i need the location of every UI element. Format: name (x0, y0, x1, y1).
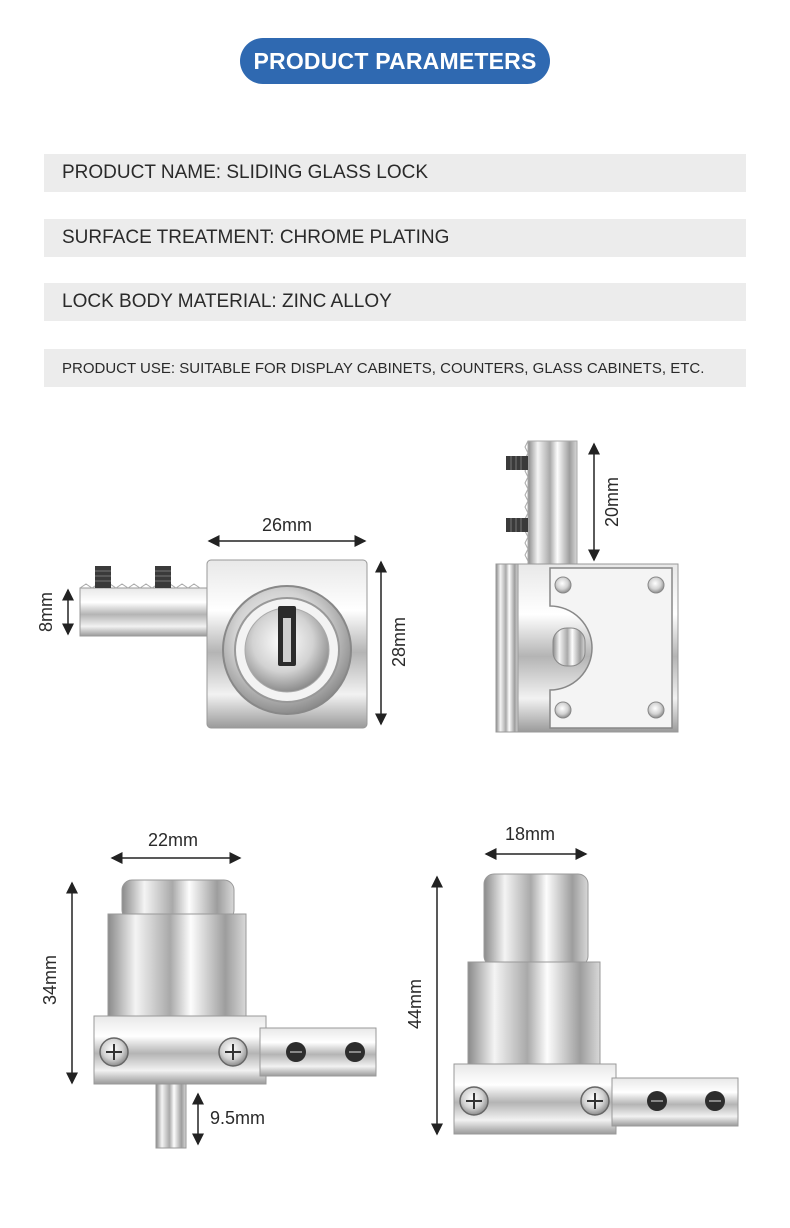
dimension-spindle (198, 1094, 265, 1144)
dimension-front-width (209, 515, 365, 541)
set-screw-icon (345, 1042, 365, 1062)
dimension-lower-right-height (405, 877, 437, 1134)
screw-icon (581, 1087, 609, 1115)
front-view-lock (80, 560, 367, 728)
set-screw-icon (647, 1091, 667, 1111)
dimension-label: 20mm (602, 476, 622, 528)
dimension-label: 28mm (389, 616, 409, 668)
dimension-label: 18mm (504, 824, 556, 844)
dimension-side-height (594, 444, 622, 560)
set-screw-icon (286, 1042, 306, 1062)
param-product-name: PRODUCT NAME: SLIDING GLASS LOCK (44, 154, 746, 192)
lower-right-view-lock (454, 874, 738, 1134)
param-surface-treatment: SURFACE TREATMENT: CHROME PLATING (44, 219, 746, 257)
keyhole-icon (278, 606, 296, 666)
dimension-front-height (381, 562, 409, 724)
dimension-lower-left-height (40, 883, 72, 1083)
set-screw-icon (705, 1091, 725, 1111)
side-view-lock (496, 441, 678, 732)
dimension-label: 26mm (261, 515, 313, 535)
param-body-material: LOCK BODY MATERIAL: ZINC ALLOY (44, 283, 746, 321)
set-screw-icon (506, 456, 528, 470)
dimension-label: 44mm (405, 978, 425, 1030)
screw-icon (219, 1038, 247, 1066)
dimension-label: 22mm (147, 830, 199, 850)
dimension-lower-left-width (112, 830, 240, 858)
set-screw-icon (155, 566, 171, 588)
screw-icon (100, 1038, 128, 1066)
dimension-clamp-height (36, 590, 68, 634)
dimension-lower-right-width (486, 824, 586, 854)
dimension-label: 9.5mm (210, 1108, 266, 1128)
dimension-label: 8mm (36, 592, 56, 632)
page-title: PRODUCT PARAMETERS (240, 38, 550, 84)
dimension-label: 34mm (40, 954, 60, 1006)
set-screw-icon (506, 518, 528, 532)
set-screw-icon (95, 566, 111, 588)
screw-icon (460, 1087, 488, 1115)
param-product-use: PRODUCT USE: SUITABLE FOR DISPLAY CABINETS, COUNTERS, GLASS CABINETS, ETC. (44, 349, 746, 387)
